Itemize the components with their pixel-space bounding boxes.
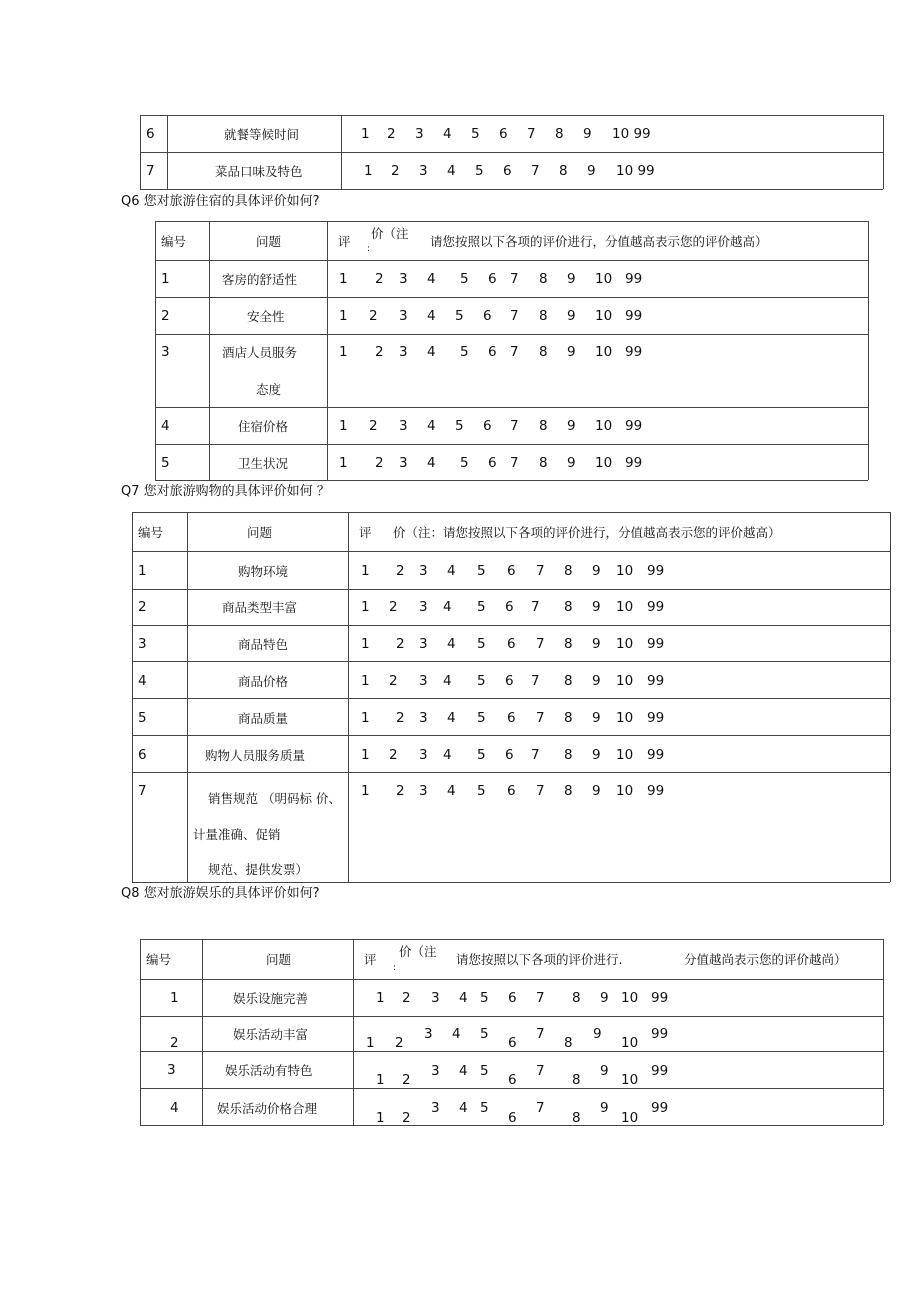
row-question-line2: 计量准确、促销 [193,827,281,842]
scale-value: 2 [395,1035,404,1051]
scale-value: 3 [419,710,428,726]
scale-value: 5 [480,1063,489,1079]
scale-value: 1 [339,344,348,360]
scale-value: 99 [651,1063,669,1079]
scale-value: 6 [499,126,508,142]
scale-value: 99 [625,271,643,287]
scale-value: 6 [503,163,512,179]
row-id: 2 [138,599,147,615]
row-id: 4 [138,673,147,689]
scale-value: 3 [399,455,408,471]
header-id: 编号 [138,525,164,540]
row-id: 7 [146,163,155,179]
scale-value: 7 [527,126,536,142]
scale-value: 1 [361,126,370,142]
row-id: 7 [138,783,147,799]
scale-value: 6 [508,990,517,1006]
scale-value: 10 [595,418,613,434]
header-colon: : [367,244,371,254]
scale-value: 7 [510,418,519,434]
scale-value: 2 [402,1110,411,1126]
row-question: 菜品口味及特色 [215,164,303,179]
scale-value: 1 [361,710,370,726]
scale-value: 4 [427,344,436,360]
header-eval: 评 [364,952,377,967]
scale-value: 10 [616,783,634,799]
scale-value: 9 [592,747,601,763]
scale-value: 99 [651,990,669,1006]
scale-value: 7 [536,710,545,726]
scale-value: 8 [539,344,548,360]
scale-value: 8 [539,271,548,287]
scale-value: 6 [488,271,497,287]
scale-value: 4 [443,673,452,689]
row-id: 4 [161,418,170,434]
scale-value: 5 [460,271,469,287]
scale-value: 8 [572,1072,581,1088]
scale-value: 5 [477,599,486,615]
scale-value: 4 [459,1063,468,1079]
scale-value: 1 [361,563,370,579]
scale-value: 4 [459,990,468,1006]
header-question: 问题 [266,952,292,967]
scale-value: 6 [507,710,516,726]
scale-value: 10 [616,673,634,689]
row-question: 客房的舒适性 [222,272,298,287]
scale-value: 8 [564,783,573,799]
scale-value: 6 [505,599,514,615]
scale-value: 10 [595,308,613,324]
scale-value: 9 [592,710,601,726]
scale-value: 6 [488,455,497,471]
scale-value: 99 [647,563,665,579]
scale-value: 9 [593,1026,602,1042]
scale-value: 5 [477,710,486,726]
scale-value: 8 [539,418,548,434]
scale-value: 1 [339,455,348,471]
scale-value: 10 [595,271,613,287]
scale-value: 99 [647,599,665,615]
scale-value: 9 [583,126,592,142]
scale-value: 3 [419,599,428,615]
scale-value: 7 [510,344,519,360]
scale-value: 2 [369,418,378,434]
header-note: 价（注：请您按照以下各项的评价进行，分值越高表示您的评价越高） [393,525,781,540]
scale-value: 7 [536,563,545,579]
scale-value: 8 [564,599,573,615]
scale-value: 99 [625,455,643,471]
scale-value: 1 [339,271,348,287]
scale-value: 99 [651,1100,669,1116]
scale-value: 5 [480,990,489,1006]
header-price-note: 价（注 [399,944,437,959]
row-id: 6 [146,126,155,142]
scale-value: 2 [375,271,384,287]
scale-value: 6 [507,783,516,799]
row-id: 1 [138,563,147,579]
scale-value: 7 [536,1026,545,1042]
scale-value: 4 [452,1026,461,1042]
scale-value: 7 [531,747,540,763]
row-question-line3: 规范、提供发票） [208,862,309,877]
header-note: 请您按照以下各项的评价进行. [456,952,623,967]
scale-value: 10 99 [612,126,651,142]
scale-value: 3 [419,747,428,763]
row-id: 3 [161,344,170,360]
scale-value: 9 [592,599,601,615]
scale-value: 4 [427,271,436,287]
row-question: 酒店人员服务 [222,345,298,360]
scale-value: 4 [443,599,452,615]
scale-value: 2 [402,990,411,1006]
scale-value: 3 [431,1100,440,1116]
scale-value: 3 [399,418,408,434]
scale-value: 6 [507,636,516,652]
scale-value: 7 [531,599,540,615]
header-id: 编号 [146,952,172,967]
scale-value: 2 [391,163,400,179]
scale-value: 2 [389,599,398,615]
scale-value: 99 [625,344,643,360]
header-eval: 评 [338,234,351,249]
scale-value: 6 [508,1035,517,1051]
scale-value: 5 [480,1026,489,1042]
scale-value: 8 [564,563,573,579]
scale-value: 99 [625,418,643,434]
scale-value: 4 [447,710,456,726]
scale-value: 9 [592,563,601,579]
scale-value: 5 [477,636,486,652]
scale-value: 4 [447,783,456,799]
scale-value: 5 [460,455,469,471]
scale-value: 2 [375,455,384,471]
header-colon: : [393,963,397,973]
scale-value: 1 [361,599,370,615]
row-question: 卫生状况 [238,456,289,471]
scale-value: 5 [455,308,464,324]
row-id: 5 [138,710,147,726]
scale-value: 9 [567,455,576,471]
scale-value: 7 [536,636,545,652]
scale-value: 2 [387,126,396,142]
scale-value: 10 [616,636,634,652]
scale-value: 9 [592,673,601,689]
q7-title: Q7 您对旅游购物的具体评价如何 ？ [121,484,330,499]
scale-value: 2 [369,308,378,324]
row-id: 3 [138,636,147,652]
row-question: 销售规范 （明码标 价、 [208,791,341,806]
row-question: 商品质量 [238,711,289,726]
row-question: 安全性 [247,309,285,324]
row-id: 2 [170,1035,179,1051]
row-question: 娱乐活动有特色 [225,1063,313,1078]
scale-value: 10 [616,563,634,579]
scale-value: 2 [396,710,405,726]
scale-value: 9 [592,636,601,652]
scale-value: 99 [647,747,665,763]
scale-value: 6 [508,1110,517,1126]
scale-value: 7 [536,990,545,1006]
scale-value: 9 [567,308,576,324]
scale-value: 1 [376,1072,385,1088]
scale-value: 4 [443,747,452,763]
q8-title: Q8 您对旅游娱乐的具体评价如何? [121,886,320,901]
scale-value: 3 [419,636,428,652]
header-price-note: 价（注 [371,226,409,241]
scale-value: 10 [595,455,613,471]
scale-value: 3 [399,271,408,287]
scale-value: 9 [567,418,576,434]
row-question: 商品价格 [238,674,289,689]
scale-value: 4 [443,126,452,142]
scale-value: 2 [389,747,398,763]
scale-value: 9 [567,344,576,360]
scale-value: 10 [616,710,634,726]
scale-value: 10 [621,1035,639,1051]
scale-value: 99 [647,783,665,799]
header-question: 问题 [256,234,282,249]
header-question: 问题 [247,525,273,540]
scale-value: 3 [424,1026,433,1042]
scale-value: 99 [647,673,665,689]
row-question: 娱乐活动价格合理 [217,1101,318,1116]
scale-value: 5 [455,418,464,434]
scale-value: 1 [376,990,385,1006]
scale-value: 1 [361,636,370,652]
scale-value: 5 [477,673,486,689]
scale-value: 3 [431,1063,440,1079]
scale-value: 8 [564,636,573,652]
scale-value: 9 [600,1100,609,1116]
scale-value: 2 [402,1072,411,1088]
scale-value: 1 [361,783,370,799]
scale-value: 5 [477,747,486,763]
scale-value: 10 [595,344,613,360]
scale-value: 4 [459,1100,468,1116]
scale-value: 1 [339,308,348,324]
scale-value: 7 [510,455,519,471]
scale-value: 99 [647,636,665,652]
scale-value: 1 [366,1035,375,1051]
scale-value: 8 [572,1110,581,1126]
scale-value: 3 [419,783,428,799]
scale-value: 10 [621,1110,639,1126]
scale-value: 8 [564,710,573,726]
scale-value: 2 [396,783,405,799]
scale-value: 8 [564,1035,573,1051]
row-question: 住宿价格 [238,419,289,434]
scale-value: 6 [507,563,516,579]
row-question: 娱乐设施完善 [233,991,309,1006]
row-question: 娱乐活动丰富 [233,1027,309,1042]
header-eval: 评 [359,525,372,540]
scale-value: 8 [555,126,564,142]
scale-value: 4 [427,308,436,324]
scale-value: 5 [475,163,484,179]
scale-value: 7 [531,163,540,179]
scale-value: 1 [339,418,348,434]
scale-value: 4 [447,636,456,652]
scale-value: 7 [536,1100,545,1116]
row-id: 1 [161,271,170,287]
scale-value: 5 [477,563,486,579]
scale-value: 6 [483,308,492,324]
row-question: 就餐等候时间 [224,127,300,142]
row-question: 购物环境 [238,564,289,579]
row-id: 4 [170,1100,179,1116]
scale-value: 2 [375,344,384,360]
scale-value: 10 [621,1072,639,1088]
scale-value: 1 [376,1110,385,1126]
scale-value: 10 [621,990,639,1006]
header-id: 编号 [161,234,187,249]
scale-value: 10 [616,599,634,615]
row-id: 6 [138,747,147,763]
scale-value: 4 [427,418,436,434]
scale-value: 1 [364,163,373,179]
scale-value: 6 [508,1072,517,1088]
scale-value: 2 [389,673,398,689]
scale-value: 9 [592,783,601,799]
scale-value: 7 [531,673,540,689]
scale-value: 99 [625,308,643,324]
row-id: 2 [161,308,170,324]
row-question: 购物人员服务质量 [205,748,306,763]
row-question-line2: 态度 [256,382,282,397]
scale-value: 3 [419,563,428,579]
scale-value: 9 [587,163,596,179]
scale-value: 5 [471,126,480,142]
scale-value: 8 [539,455,548,471]
scale-value: 8 [572,990,581,1006]
scale-value: 3 [415,126,424,142]
scale-value: 3 [431,990,440,1006]
scale-value: 8 [559,163,568,179]
scale-value: 6 [505,747,514,763]
scale-value: 3 [419,163,428,179]
scale-value: 8 [564,747,573,763]
scale-value: 9 [567,271,576,287]
row-question: 商品类型丰富 [222,600,298,615]
scale-value: 4 [427,455,436,471]
header-note-2: 分值越尚表示您的评价越尚） [684,952,847,967]
scale-value: 3 [419,673,428,689]
scale-value: 10 [616,747,634,763]
row-question: 商品特色 [238,637,289,652]
scale-value: 4 [447,163,456,179]
scale-value: 5 [480,1100,489,1116]
scale-value: 2 [396,636,405,652]
q6-title: Q6 您对旅游住宿的具体评价如何? [121,194,320,209]
scale-value: 1 [361,747,370,763]
row-id: 5 [161,455,170,471]
scale-value: 9 [600,990,609,1006]
scale-value: 8 [564,673,573,689]
scale-value: 3 [399,308,408,324]
scale-value: 8 [539,308,548,324]
scale-value: 6 [483,418,492,434]
row-id: 1 [170,990,179,1006]
scale-value: 99 [647,710,665,726]
scale-value: 4 [447,563,456,579]
scale-value: 5 [460,344,469,360]
scale-value: 3 [399,344,408,360]
scale-value: 6 [488,344,497,360]
row-id: 3 [167,1062,176,1078]
scale-value: 7 [510,271,519,287]
scale-value: 1 [361,673,370,689]
scale-value: 7 [536,1063,545,1079]
scale-value: 7 [510,308,519,324]
scale-value: 6 [505,673,514,689]
scale-value: 99 [651,1026,669,1042]
scale-value: 5 [477,783,486,799]
scale-value: 10 99 [616,163,655,179]
scale-value: 7 [536,783,545,799]
header-note: 请您按照以下各项的评价进行，分值越高表示您的评价越高） [430,234,768,249]
scale-value: 9 [600,1063,609,1079]
scale-value: 2 [396,563,405,579]
